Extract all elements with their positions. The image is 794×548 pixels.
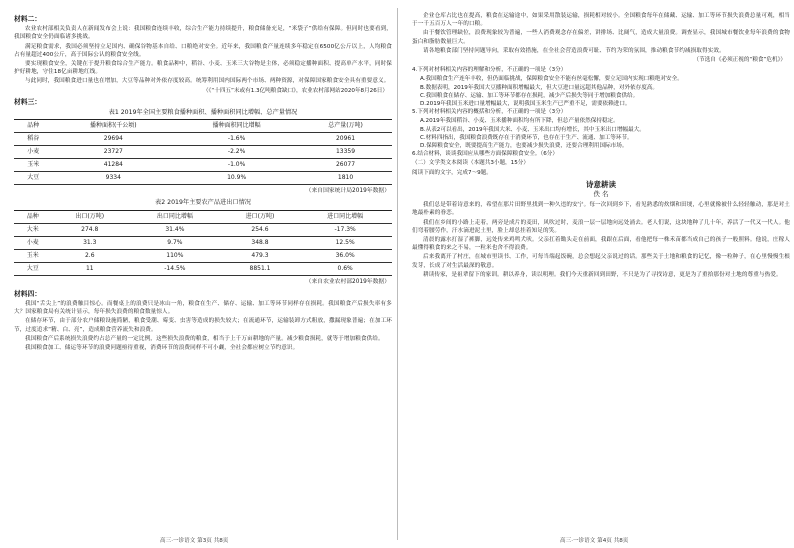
table-cell: 26077: [299, 159, 392, 172]
table-header-cell: 进口同比增幅: [298, 210, 392, 223]
table-cell: -2.2%: [174, 146, 299, 159]
question-5-stem: 5.下列对材料相关内容的概括和分析，不正确的一项是（3分）: [412, 109, 567, 116]
section-intro: 阅读下面的文字，完成7～9题。: [412, 169, 492, 176]
table-row: [14, 146, 392, 159]
table-cell: 稻谷: [14, 133, 52, 146]
table-cell: 小麦: [14, 146, 52, 159]
table-header-cell: 出口(万吨): [52, 210, 129, 223]
paragraph: 我国粮食产后系统损失浪费约占总产量的一定比例，这些损失浪费的粮食，相当于上千万亩耕地的产量。减少粮食损耗，就等于增加粮食供给。: [25, 335, 384, 342]
table-cell: 23727: [52, 146, 174, 159]
paragraph: 要实现粮食安全，关键在于提升粮食综合生产能力。粮食品种中，稻谷、小麦、玉米三大谷物是主体，必须稳定播种面积、提高单产水平，同时保护好耕地，守住18亿亩耕地红线。: [14, 61, 392, 76]
table-cell: 31.4%: [128, 223, 222, 236]
material-4-body: [14, 300, 392, 352]
table-2-caption: 表2 2019年主要农产品进出口情况: [155, 199, 251, 207]
story-title: 诗意耕读: [586, 179, 616, 189]
question-option: D.保障粮食安全，既要提高生产能力，也要减少损失浪费，还要合理利用国际市场。: [420, 143, 628, 150]
paragraph: 我们总是带着诗意来的，希望在那片田野里找到一种久违的安宁。每一次回到乡下，看见熟悉的炊烟和田埂，心里就像被什么轻轻触动，那是对土地最朴素的眷恋。: [412, 202, 790, 217]
table-cell: 1810: [299, 172, 392, 185]
question-4-stem: 4.下列对材料相关内容的理解和分析，不正确的一项是（3分）: [412, 67, 567, 74]
table-cell: 36.0%: [298, 249, 392, 262]
table-cell: 8851.1: [222, 262, 299, 275]
table-1-caption: 表1 2019年全国主要粮食播种面积、播种面积同比增幅、总产量情况: [108, 109, 298, 117]
table-cell: -1.6%: [174, 133, 299, 146]
question-6-stem: 6.结合材料，谈谈我国应从哪些方面保障粮食安全。（6分）: [412, 151, 558, 158]
table-cell: -1.0%: [174, 159, 299, 172]
table-cell: 110%: [128, 249, 222, 262]
left-page: [14, 12, 392, 534]
paragraph: 满足粮食需求，我国必须坚持立足国内、确保谷物基本自给、口粮绝对安全。近年来，我国粮食产量连续多年稳定在6500亿公斤以上，人均粮食占有量超过400公斤，高于国际公认的粮食安全线。: [14, 43, 392, 58]
table-header-cell: 品种: [14, 120, 52, 133]
table-cell: 9.7%: [128, 236, 222, 249]
right-page: [412, 12, 790, 534]
material-4-heading: 材料四：: [14, 289, 42, 298]
table-cell: 11: [52, 262, 129, 275]
question-option: B.从表2可以看出，2019年我国大米、小麦、玉米出口均有增长，其中玉米出口增幅最大。: [420, 126, 645, 133]
question-5-options: [412, 117, 790, 150]
paragraph: 耕读传家，是祖辈留下的家训。耕以养身，读以明理。我们今天重新回到田野，不只是为了寻找诗意，更是为了重拾那份对土地的尊重与热爱。: [423, 271, 782, 278]
table-cell: 大豆: [14, 172, 52, 185]
question-option: D.2019年我国玉米进口量增幅最大，说明我国玉米生产已严重不足，需要依赖进口。: [420, 101, 631, 108]
table-2-source: （来自农业农村部2019年数据）: [305, 278, 390, 285]
table-cell: 12.5%: [298, 236, 392, 249]
table-cell: 29694: [52, 133, 174, 146]
material-2-citation: （《“十四五”末或有1.3亿吨粮食缺口》，农业农村部网站2020年8月26日）: [202, 87, 388, 94]
table-2: [14, 210, 392, 276]
section-heading: （二）文学类文本阅读（本题共3小题，15分）: [412, 160, 529, 167]
table-cell: 大米: [14, 223, 52, 236]
table-cell: 0.6%: [298, 262, 392, 275]
question-option: C.我国粮食在储存、运输、加工等环节都存在损耗，减少产后损失等同于增加粮食供给。: [420, 92, 639, 99]
table-row: [14, 236, 392, 249]
table-cell: 13359: [299, 146, 392, 159]
table-row: [14, 172, 392, 185]
table-header-cell: 进口(万吨): [222, 210, 299, 223]
material-2-body: [14, 25, 392, 85]
continued-text: [412, 12, 790, 55]
paragraph: 由于餐饮管理缺位，浪费现象较为普遍，一些人消费观念存在偏差，讲排场、比阔气，造成大量浪费。调查显示，我国城市餐饮业每年浪费的食物蛋白和脂肪数量巨大。: [412, 30, 790, 45]
story-body: [412, 201, 790, 279]
table-cell: 大豆: [14, 262, 52, 275]
table-cell: 348.8: [222, 236, 299, 249]
question-option: B.数据表明，2019年我国大豆播种面积增幅最大，但大豆进口量远超其他品种，对外依存度高。: [420, 84, 659, 91]
material-2-heading: 材料二：: [14, 15, 42, 23]
left-footer: 高三·一诊语文 第3页 共8页: [160, 538, 229, 544]
paragraph: 请各地粮食部门坚持问题导向，采取有效措施，在全社会营造浪费可耻、节约为荣的氛围，推动粮食节约减损取得实效。: [423, 47, 725, 54]
table-cell: 玉米: [14, 159, 52, 172]
paragraph: 我们在乡间的小路上走着，两旁是成片的麦田，风吹过时，麦浪一层一层地向远处涌去。老人们说，这块地种了几十年，养活了一代又一代人。他们弯着腰劳作，汗水滴进泥土里，脸上却总挂着知足的笑。: [412, 219, 790, 234]
paragraph: 我国“舌尖上”的浪费触目惊心。而餐桌上的浪费只是冰山一角，粮食在生产、储存、运输、加工等环节同样存在损耗。我国粮食产后损失率有多大？国家粮食局有关统计显示，每年损失浪费的粮食数量惊人。: [14, 301, 392, 316]
page-divider: [397, 8, 398, 540]
table-1: [14, 119, 392, 185]
material-3-heading: 材料三：: [14, 97, 42, 106]
table-row: [14, 223, 392, 236]
table-cell: 玉米: [14, 249, 52, 262]
right-footer: 高三·一诊语文 第4页 共8页: [560, 538, 629, 544]
question-option: A.2019年我国稻谷、小麦、玉米播种面积均有所下降，但总产量依然保持稳定。: [420, 118, 619, 125]
table-cell: 小麦: [14, 236, 52, 249]
question-4-options: [412, 75, 790, 108]
table-cell: -14.5%: [128, 262, 222, 275]
table-row: [14, 159, 392, 172]
table-cell: 479.3: [222, 249, 299, 262]
question-option: A.我国粮食生产连年丰收，但仍面临挑战，保障粮食安全不能有丝毫松懈，要立足国内实现口粮绝对安全。: [420, 76, 683, 83]
table-header-cell: 播种面积(千公顷): [52, 120, 174, 133]
table-row: [14, 249, 392, 262]
table-cell: -17.3%: [298, 223, 392, 236]
table-cell: 9334: [52, 172, 174, 185]
paragraph: 在储存环节，由于部分农户储粮设施简陋，粮食受潮、霉变、虫害等造成的损失较大；在流通环节，运输装卸方式粗放，撒漏现象普遍；在加工环节，过度追求“精、白、亮”，造成粮食营养流失和浪费。: [14, 318, 392, 333]
story-author: 佚 名: [593, 190, 609, 199]
table-header-cell: 品种: [14, 210, 52, 223]
table-1-source: （来自国家统计局2019年数据）: [305, 188, 390, 195]
table-cell: 10.9%: [174, 172, 299, 185]
table-row: [14, 262, 392, 275]
table-cell: 31.3: [52, 236, 129, 249]
table-cell: 274.8: [52, 223, 129, 236]
table-cell: 2.6: [52, 249, 129, 262]
paragraph: 清晨的露水打湿了裤脚，远处传来鸡鸣犬吠。父亲扛着锄头走在前面，我跟在后面，看他把每一株禾苗都当成自己的孩子一般照料。他说，庄稼人最懂得粮食的来之不易，一粒米也舍不得浪费。: [412, 237, 790, 252]
table-header-cell: 出口同比增幅: [128, 210, 222, 223]
table-cell: 20961: [299, 133, 392, 146]
table-cell: 41284: [52, 159, 174, 172]
table-row: [14, 133, 392, 146]
question-option: C.材料四指出，我国粮食浪费既存在于消费环节，也存在于生产、流通、加工等环节。: [420, 134, 633, 141]
paragraph: 企业仓库占比也在提高，粮食在运输途中，如果采用散装运输，损耗相对较小。全国粮食每年在储藏、运输、加工等环节损失浪费总量可观，相当于一千五百万人一年的口粮。: [412, 13, 790, 28]
paragraph: 农业农村部相关负责人在新闻发布会上说：我国粮食连续丰收，综合生产能力持续提升，粮食储备充足，“米袋子”供给有保障。但同时也要看到，我国粮食安全仍面临诸多挑战。: [14, 26, 392, 41]
paragraph: 我国粮食加工、储运等环节的浪费问题亟待重视，消费环节的浪费同样不可小觑，全社会都应树立节约意识。: [25, 345, 299, 352]
table-header-cell: 总产量(万吨): [299, 120, 392, 133]
table-header-cell: 播种面积同比增幅: [174, 120, 299, 133]
continued-citation: （节选自《必须正视的“粮食”危机》）: [693, 57, 786, 64]
table-cell: 254.6: [222, 223, 299, 236]
paragraph: 后来我离开了村庄，在城市里读书、工作，可每当端起饭碗，总会想起父亲说过的话。那些关于土地和粮食的记忆，像一粒种子，在心里慢慢生根发芽，长成了对生活最深的敬意。: [412, 254, 790, 269]
paragraph: 与此同时，我国粮食进口量也在增加，大豆等品种对外依存度较高。统筹利用国内国际两个市场、两种资源，对保障国家粮食安全具有重要意义。: [25, 78, 390, 85]
